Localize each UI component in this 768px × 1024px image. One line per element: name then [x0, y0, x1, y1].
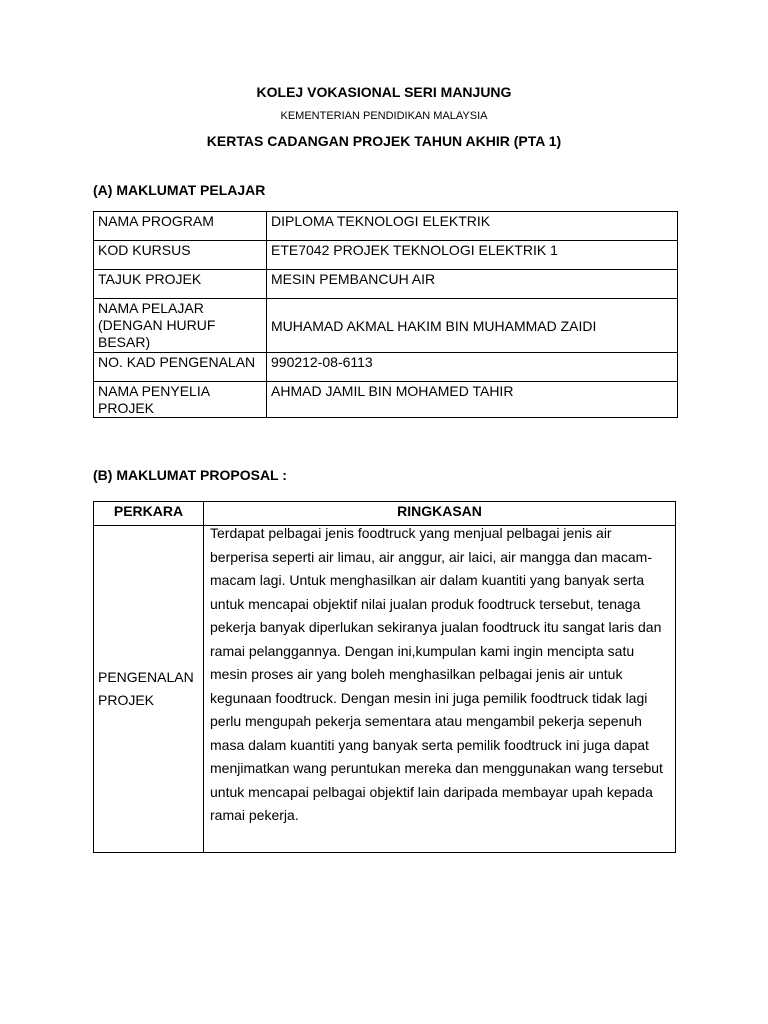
table-row — [94, 526, 676, 853]
row-label: NAMA PROGRAM — [94, 212, 267, 241]
table-row — [94, 382, 678, 418]
table-row — [94, 270, 678, 299]
row-label: KOD KURSUS — [94, 241, 267, 270]
row-value: ETE7042 PROJEK TEKNOLOGI ELEKTRIK 1 — [267, 241, 678, 270]
row-label: NAMA PELAJAR (DENGAN HURUF BESAR) — [94, 299, 267, 353]
table-row — [94, 241, 678, 270]
row-label: NO. KAD PENGENALAN — [94, 353, 267, 382]
proposal-summary: Terdapat pelbagai jenis foodtruck yang menjual pelbagai jenis air berperisa seperti air limau, air anggur, air laici, air mangga dan macam-macam lagi. Untuk menghasilkan air dalam kuantiti yang banyak serta untuk mencapai objektif nilai jualan produk foodtruck tersebut, tenaga pekerja banyak diperlukan sekiranya jualan foodtruck itu sangat laris dan ramai pelanggannya. Dengan ini,kumpulan kami ingin mencipta satu mesin proses air yang boleh menghasilkan pelbagai jenis air untuk kegunaan foodtruck. Dengan mesin ini juga pemilik foodtruck tidak lagi perlu mengupah pekerja sementara atau mengambil pekerja sepenuh masa dalam kuantiti yang banyak serta pemilik foodtruck ini juga dapat menjimatkan wang peruntukan mereka dan menggunakan wang tersebut untuk mencapai pelbagai objektif lain daripada membayar upah kepada ramai pekerja. — [210, 525, 663, 823]
table-row — [94, 353, 678, 382]
row-value: 990212-08-6113 — [267, 353, 678, 382]
row-value: AHMAD JAMIL BIN MOHAMED TAHIR — [267, 382, 678, 418]
proposal-topic: PENGENALAN PROJEK — [94, 526, 204, 853]
row-value: MUHAMAD AKMAL HAKIM BIN MUHAMMAD ZAIDI — [267, 299, 678, 353]
column-header-ringkasan: RINGKASAN — [204, 502, 676, 526]
document-title: KERTAS CADANGAN PROJEK TAHUN AKHIR (PTA 1) — [206, 133, 562, 149]
row-value: MESIN PEMBANCUH AIR — [267, 270, 678, 299]
row-label: TAJUK PROJEK — [94, 270, 267, 299]
table-row — [94, 212, 678, 241]
column-header-perkara: PERKARA — [94, 502, 204, 526]
section-b-heading: (B) MAKLUMAT PROPOSAL : — [93, 467, 287, 483]
student-info-table — [93, 211, 678, 418]
row-value: DIPLOMA TEKNOLOGI ELEKTRIK — [267, 212, 678, 241]
proposal-summary-cell — [204, 526, 676, 853]
ministry-name: KEMENTERIAN PENDIDIKAN MALAYSIA — [280, 110, 488, 122]
table-row — [94, 299, 678, 353]
row-label: NAMA PENYELIA PROJEK — [94, 382, 267, 418]
institution-name: KOLEJ VOKASIONAL SERI MANJUNG — [256, 84, 512, 100]
section-a-heading: (A) MAKLUMAT PELAJAR — [93, 182, 266, 198]
proposal-table — [93, 501, 676, 853]
